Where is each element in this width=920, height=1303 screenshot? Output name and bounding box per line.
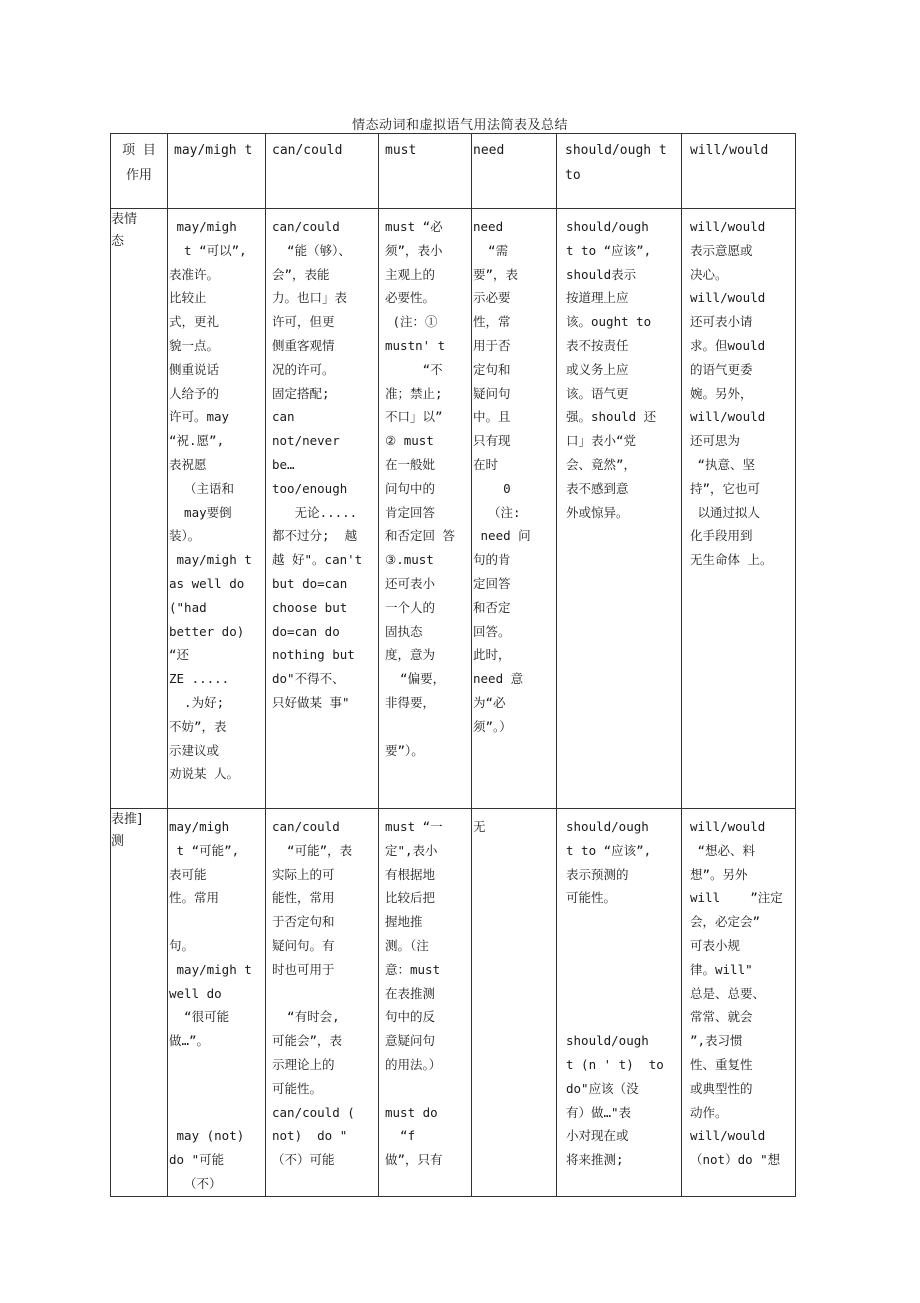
cell-line: （主语和 [169,480,235,496]
cell-line: may/migh [169,819,230,834]
cell-line: do"不得不、 [272,671,345,687]
cell-line: can/could ( [272,1104,355,1120]
cell-line [169,1077,265,1101]
cell-line: should/ough [566,819,649,834]
cell-line: 的用法。） [385,1056,442,1072]
cell-line: may (not) [169,1128,245,1144]
cell-line: 可表小规 [690,937,741,953]
cell-line: 表示意愿或 [690,242,753,258]
cell-line: can/could [272,819,340,834]
cell-line: 能性，常用 [272,890,335,906]
cell-line: better do) [169,623,245,639]
cell-line: 和否定回 答 [385,528,456,544]
cell-line: 句的肯 [473,552,511,568]
cell-line: not) do " [272,1128,348,1144]
cell-line: 侧重客观情 [272,337,335,353]
cell-line: may/migh t [169,961,252,977]
modal-verb-table [110,133,796,1197]
cell-line: 握地推 [385,914,423,930]
cell-line: 人给予的 [169,385,220,401]
cell-line: 为“必 [473,694,506,710]
cell-line: 可能会”，表 [272,1033,343,1049]
cell-line [566,958,681,982]
cell-line: may要倒 [169,504,232,520]
cell-line: “可能”，表 [272,842,353,858]
cell-line: must “必 [385,219,443,234]
table-cell [682,809,796,1197]
cell-line: 实际上的可 [272,866,335,882]
cell-line: 要”）。 [385,742,424,758]
column-header [472,134,557,209]
cell-line: nothing but [272,647,355,663]
cell-line [566,1005,681,1029]
cell-line: “想必、料 [690,842,756,858]
cell-line: t to “应该”, [566,242,652,258]
cell-line: “f [385,1128,416,1144]
cell-line: 越 好"。can't [272,552,363,568]
cell-line: 只有现 [473,433,511,449]
cell-line: 许可，但更 [272,314,335,330]
corner-header [111,134,168,209]
cell-line: 不口」以” [385,409,443,425]
cell-line [169,1053,265,1077]
cell-line: 该。ought to [566,314,652,330]
cell-line: need 问 [473,528,531,544]
cell-line: 测。（注 [385,937,429,953]
cell-line: can [272,409,295,425]
column-header-line: should/ough t [565,143,667,158]
cell-line: 貌一点。 [169,337,220,353]
cell-line: will/would [690,1128,766,1144]
cell-line: 有）做…"表 [566,1104,632,1120]
cell-line: 非得要， [385,694,436,710]
cell-line: “不 [385,361,443,377]
table-cell [557,809,682,1197]
cell-line: 都不过分; 越 [272,528,358,544]
cell-line: 小对现在或 [566,1128,629,1144]
cell-line: 力。也口」表 [272,290,348,306]
cell-line: 该。语气更 [566,385,629,401]
cell-line: 示理论上的 [272,1056,335,1072]
cell-line: must do [385,1104,438,1120]
cell-line: 口」表小“党 [566,433,637,449]
column-header [168,134,266,209]
table-row [111,809,796,1197]
cell-line: 还可表小 [385,575,436,591]
cell-line: 强。should 还 [566,409,657,425]
cell-line: 时也可用于 [272,961,335,977]
cell-line: 比较后把 [385,890,436,906]
cell-line: 须”，表小 [385,242,443,258]
table-cell [557,209,682,809]
cell-line [566,934,681,958]
cell-line: .为好; [169,694,225,710]
cell-line: will/would [690,219,766,234]
cell-line: 示建议或 [169,742,220,758]
page-title: 情态动词和虚拟语气用法简表及总结 [351,118,568,133]
header-row [111,134,796,209]
cell-line: 可能性。 [272,1080,323,1096]
cell-line: （注: [473,504,521,520]
cell-line: 定回答 [473,575,511,591]
cell-line: 动作。 [690,1104,728,1120]
table-row [111,209,796,809]
table-cell [266,209,379,809]
column-header [266,134,379,209]
cell-line: 比较止 [169,290,207,306]
column-header-line: need [473,143,505,158]
cell-line: 无 [473,819,486,834]
cell-line: too/enough [272,480,348,496]
cell-line: may/migh [169,219,237,234]
cell-line: （not）do "想 [690,1152,781,1168]
cell-line: 定",表小 [385,842,438,858]
cell-line: 必要性。 [385,290,436,306]
cell-line: “祝.愿”, [169,433,225,449]
cell-line: 定句和 [473,361,511,377]
table-cell [379,209,472,809]
cell-line: 0 [473,480,511,496]
cell-line: 化手段用到 [690,528,753,544]
cell-line: should/ough [566,219,649,234]
cell-line: do=can do [272,623,340,639]
cell-line: 还可思为 [690,433,741,449]
cell-line: (注：① [385,314,438,330]
cell-line: 固定搭配; [272,385,330,401]
cell-line: “执意、坚 [690,456,756,472]
row-label [111,209,168,809]
table-cell [266,809,379,1197]
cell-line: need 意 [473,671,524,687]
corner-header-line: 项 目 [122,143,156,158]
cell-line: t to “应该”, [566,842,652,858]
cell-line: should表示 [566,266,637,282]
cell-line: 无论..... [272,504,358,520]
cell-line: can/could [272,219,340,234]
cell-line: 表准许。 [169,266,220,282]
cell-line: 性、重复性 [690,1056,753,1072]
cell-line: 律。will" [690,961,753,977]
cell-line: ③.must [385,552,434,568]
column-header-line: may/migh t [174,143,253,158]
cell-line: t (n ' t) to [566,1056,664,1072]
cell-line [566,982,681,1006]
cell-line: need [473,219,504,234]
cell-line: 决心。 [690,266,728,282]
cell-line: 用于否 [473,337,511,353]
cell-line: 按道理上应 [566,290,629,306]
row-label [111,809,168,1197]
cell-line: ② must [385,433,434,449]
cell-line: 会，必定会” [690,914,761,930]
cell-line: 句。 [169,937,195,953]
cell-line: will/would [690,819,766,834]
cell-line: 句中的反 [385,1009,436,1025]
cell-line: （不） [169,1175,222,1191]
cell-line: 须”。） [473,718,512,734]
cell-line: will/would [690,409,766,425]
corner-header-line: 作用 [125,168,152,183]
cell-line: should/ough [566,1033,649,1049]
cell-line: 要”，表 [473,266,519,282]
cell-line: 肯定回答 [385,504,436,520]
column-header [557,134,682,209]
cell-line: 外或惊异。 [566,504,629,520]
cell-line: 无生命体 上。 [690,552,773,568]
cell-line: mustn' t [385,337,446,353]
cell-line: 有根据地 [385,866,436,882]
cell-line: （不）可能 [272,1152,335,1168]
cell-line: “偏要， [385,671,446,687]
cell-line: ("had [169,599,207,615]
cell-line: will ”注定 [690,890,783,906]
row-label-line: 表推] [111,812,143,827]
cell-line: do"应该（没 [566,1080,639,1096]
column-header-line: must [385,143,417,158]
cell-line: 式，更礼 [169,314,220,330]
cell-line: 总是、总要、 [690,985,766,1001]
cell-line: 准；禁止; [385,385,443,401]
column-header-line: to [565,168,581,183]
cell-line: not/never [272,433,340,449]
cell-line: 表可能 [169,866,207,882]
cell-line: “很可能 [169,1009,230,1025]
cell-line: 侧重说话 [169,361,220,377]
cell-line: 想”。另外 [690,866,748,882]
cell-line: 以通过拟人 [690,504,761,520]
cell-line: 持”，它也可 [690,480,761,496]
column-header-line: can/could [272,143,343,158]
cell-line: 表祝愿 [169,456,207,472]
cell-line: 会、竟然”， [566,456,637,472]
cell-line [169,1101,265,1125]
column-header-line: will/would [690,143,769,158]
cell-line: 在时 [473,456,499,472]
cell-line [169,910,265,934]
cell-line: 中。且 [473,409,511,425]
cell-line: 做”，只有 [385,1152,443,1168]
cell-line: 于否定句和 [272,914,335,930]
table-cell [168,209,266,809]
cell-line: 做…”。 [169,1033,210,1049]
row-label-line: 表情 [111,212,138,227]
cell-line: 求。但would [690,337,766,353]
cell-line [385,715,471,739]
cell-line: must “一 [385,819,443,834]
row-label-line: 测 [111,834,125,849]
cell-line: 主观上的 [385,266,436,282]
cell-line: 或义务上应 [566,361,629,377]
column-header [682,134,796,209]
cell-line: 回答。 [473,623,511,639]
cell-line: 装）。 [169,528,201,544]
cell-line: 将来推测; [566,1152,624,1168]
cell-line: 常常、就会 [690,1009,753,1025]
cell-line: t “可以”, [169,242,247,258]
column-header [379,134,472,209]
cell-line: 只好做某 事" [272,694,350,710]
cell-line: 在表推测 [385,985,436,1001]
cell-line: 还可表小请 [690,314,753,330]
cell-line [385,1077,471,1101]
cell-line: ”,表习惯 [690,1033,743,1049]
cell-line: 意：must [385,961,441,977]
cell-line: 示必要 [473,290,511,306]
cell-line: 不妨”，表 [169,718,227,734]
cell-line: 或典型性的 [690,1080,753,1096]
cell-line: 的语气更委 [690,361,753,377]
cell-line: 性，常 [473,314,511,330]
cell-line: 表不感到意 [566,480,629,496]
cell-line: 表示预测的 [566,866,629,882]
cell-line: do "可能 [169,1152,225,1168]
cell-line: be… [272,456,295,472]
cell-line: 问句中的 [385,480,436,496]
table-cell [472,209,557,809]
cell-line: 疑问句。有 [272,937,335,953]
cell-line: “能（够）、 [272,242,351,258]
cell-line: 固执态 [385,623,423,639]
cell-line: may/migh t [169,552,252,568]
cell-line: “需 [473,242,509,258]
cell-line: 和否定 [473,599,511,615]
cell-line [272,982,378,1006]
cell-line: well do [169,985,222,1001]
cell-line: 可能性。 [566,890,617,906]
cell-line: 疑问句 [473,385,511,401]
cell-line [566,910,681,934]
cell-line: choose but [272,599,348,615]
cell-line: 意疑问句 [385,1033,436,1049]
row-label-line: 态 [111,234,125,249]
cell-line: 性。常用 [169,890,220,906]
cell-line: 况的许可。 [272,361,335,377]
cell-line: t “可能”, [169,842,240,858]
cell-line: 婉。另外， [690,385,753,401]
table-cell [168,809,266,1197]
cell-line: as well do [169,575,245,591]
table-cell [472,809,557,1197]
cell-line: 劝说某 人。 [169,766,240,782]
table-cell [682,209,796,809]
cell-line: 会”，表能 [272,266,330,282]
cell-line: 许可。may [169,409,230,425]
cell-line: 在一般妣 [385,456,436,472]
cell-line: “还 [169,647,190,663]
cell-line: but do=can [272,575,348,591]
cell-line: “有时会, [272,1009,340,1025]
cell-line: will/would [690,290,766,306]
cell-line: 表不按责任 [566,337,629,353]
table-cell [379,809,472,1197]
cell-line: 此时， [473,647,511,663]
cell-line: 度，意为 [385,647,436,663]
cell-line: ZE ..... [169,671,230,687]
cell-line: 一个人的 [385,599,436,615]
